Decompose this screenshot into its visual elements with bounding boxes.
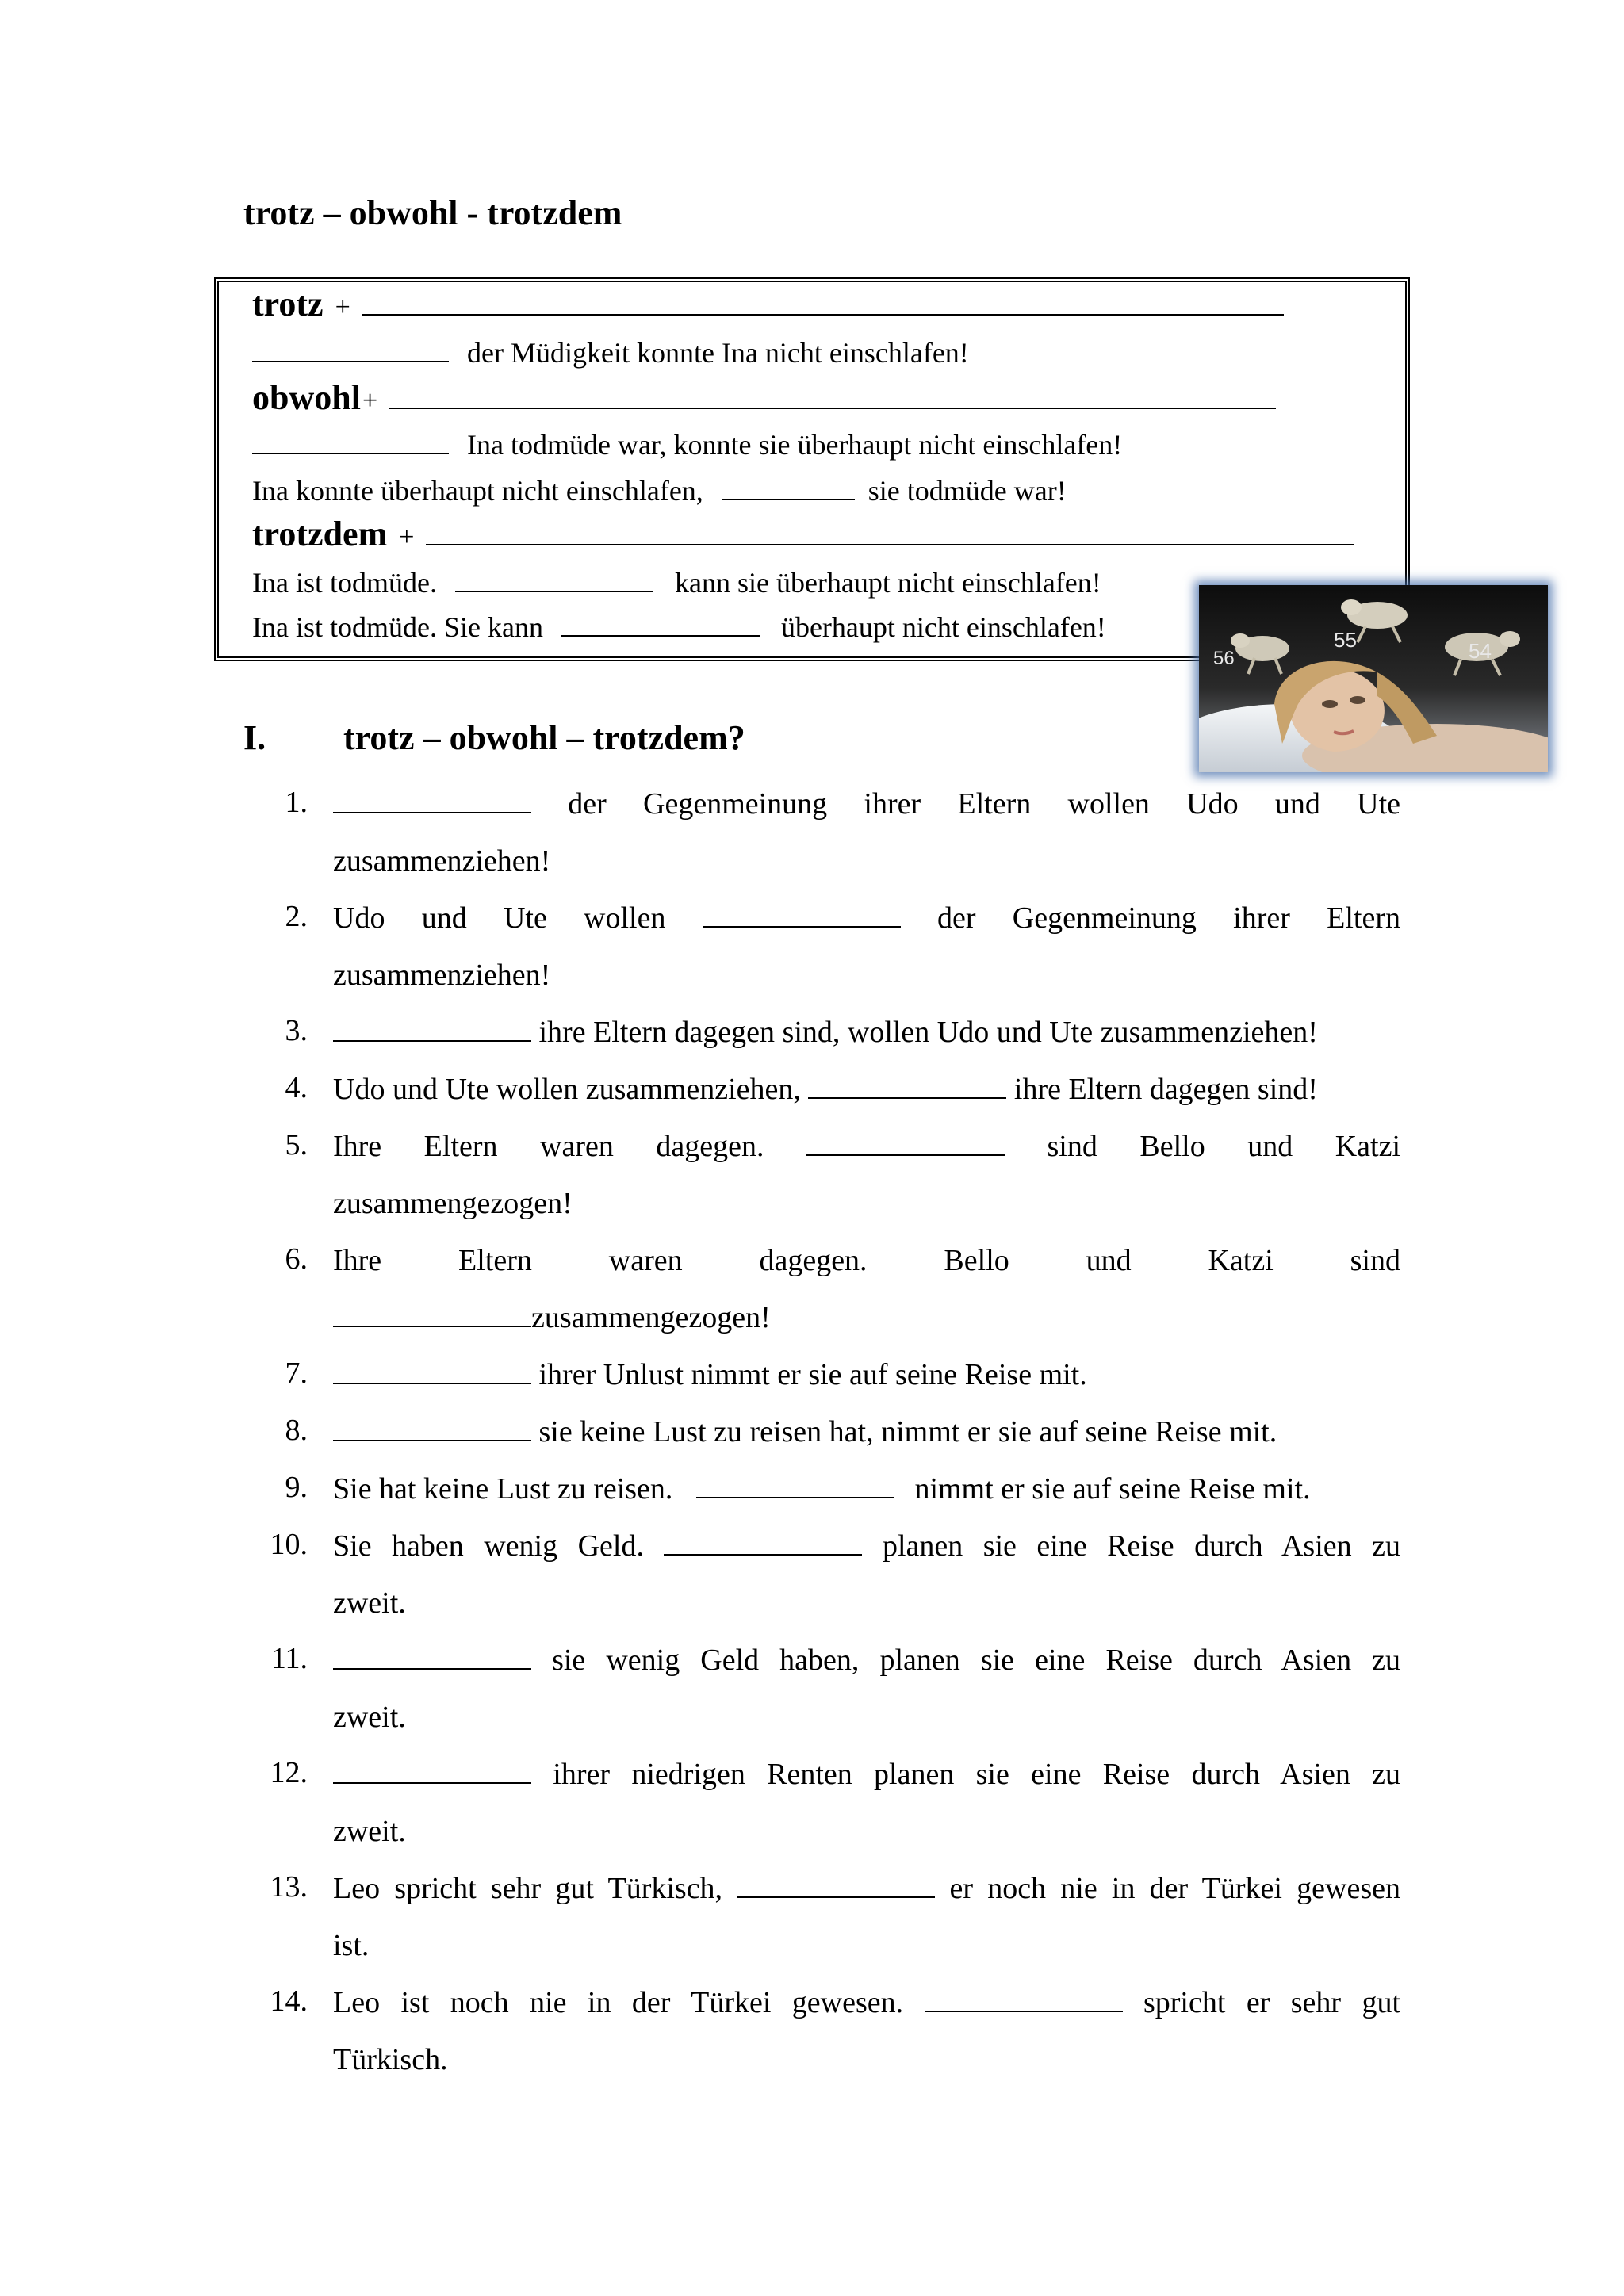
exercise-item [333, 1517, 1400, 1632]
obwohl-rule-line [252, 377, 1276, 418]
exercise-text: sie wenig Geld haben, planen sie eine Reise durch Asien zu [552, 1644, 1400, 1677]
exercise-text-continued: zweit. [333, 1586, 406, 1620]
rule-blank[interactable] [389, 384, 1276, 409]
section-title: trotz – obwohl – trotzdem? [343, 718, 745, 757]
exercise-number: 6. [285, 1242, 308, 1276]
obwohl-example-2-start: Ina konnte überhaupt nicht einschlafen, [252, 475, 703, 507]
answer-blank[interactable] [696, 1473, 894, 1498]
exercise-text: der Gegenmeinung ihrer Eltern wollen Udo und Ute [568, 787, 1400, 821]
exercise-item [333, 1860, 1400, 1974]
exercise-number: 7. [285, 1357, 308, 1390]
answer-blank[interactable] [806, 1131, 1005, 1156]
answer-blank[interactable] [737, 1873, 935, 1898]
obwohl-keyword: obwohl [252, 378, 361, 417]
exercise-text: ihrer Unlust nimmt er sie auf seine Reise mit. [538, 1358, 1087, 1391]
exercise-text-continued: zusammenziehen! [333, 844, 551, 878]
exercise-text: der Gegenmeinung ihrer Eltern [936, 901, 1400, 935]
exercise-item [333, 890, 1400, 1004]
exercise-item [333, 1460, 1400, 1517]
example-blank[interactable] [561, 611, 760, 637]
obwohl-example-2-end: sie todmüde war! [868, 475, 1067, 507]
trotz-example: der Müdigkeit konnte Ina nicht einschlafen! [467, 337, 969, 369]
exercise-number: 8. [285, 1414, 308, 1447]
plus-sign: + [362, 386, 378, 415]
exercise-number: 1. [285, 786, 308, 819]
exercise-item [333, 1746, 1400, 1860]
exercise-text-continued: zusammenziehen! [333, 959, 551, 992]
exercise-text: Ihre Eltern waren dagegen. Bello und Katzi sind [333, 1244, 1400, 1277]
plus-sign: + [399, 522, 415, 552]
sheep-number: 55 [1334, 628, 1357, 652]
sheep-number: 56 [1213, 648, 1235, 669]
example-blank[interactable] [252, 429, 449, 454]
exercise-text-continued: Türkisch. [333, 2043, 448, 2076]
exercise-text: ihre Eltern dagegen sind, wollen Udo und Ute zusammenziehen! [538, 1016, 1318, 1049]
exercise-text-continued: ist. [333, 1929, 370, 1962]
page-title: trotz – obwohl - trotzdem [243, 193, 622, 232]
exercise-number: 12. [270, 1756, 308, 1789]
sleepless-woman-photo [1199, 585, 1548, 772]
exercise-item [333, 1004, 1400, 1061]
answer-blank[interactable] [333, 1302, 531, 1327]
exercise-item [333, 1403, 1400, 1460]
trotzdem-example-2-start: Ina ist todmüde. Sie kann [252, 611, 543, 643]
answer-blank[interactable] [333, 1359, 531, 1384]
section-numeral: I. [243, 718, 266, 757]
exercise-item [333, 1632, 1400, 1746]
exercise-text: Udo und Ute wollen zusammenziehen, [333, 1073, 801, 1106]
obwohl-example-line-2 [252, 474, 1067, 507]
exercise-item [333, 775, 1400, 890]
exercise-number: 9. [285, 1471, 308, 1504]
exercise-item [333, 1118, 1400, 1232]
exercise-item [333, 1974, 1400, 2088]
exercise-text: er noch nie in der Türkei gewesen [949, 1872, 1400, 1905]
exercise-text: Leo spricht sehr gut Türkisch, [333, 1872, 723, 1905]
exercise-text-continued: zweit. [333, 1701, 406, 1734]
exercise-text: Sie haben wenig Geld. [333, 1529, 644, 1563]
exercise-item [333, 1061, 1400, 1118]
trotzdem-rule-line [252, 514, 1354, 554]
obwohl-example-1: Ina todmüde war, konnte sie überhaupt nicht einschlafen! [467, 429, 1123, 461]
exercise-number: 13. [270, 1870, 308, 1904]
exercise-text: Ihre Eltern waren dagegen. [333, 1130, 764, 1163]
exercise-text-continued: zweit. [333, 1815, 406, 1848]
answer-blank[interactable] [333, 1644, 531, 1670]
exercise-number: 14. [270, 1984, 308, 2018]
example-blank[interactable] [252, 337, 449, 362]
exercise-number: 3. [285, 1014, 308, 1047]
answer-blank[interactable] [333, 1016, 531, 1042]
example-blank[interactable] [455, 567, 653, 592]
photo-illustration [1199, 585, 1548, 772]
answer-blank[interactable] [808, 1073, 1006, 1099]
trotzdem-example-1-start: Ina ist todmüde. [252, 567, 437, 599]
exercise-number: 5. [285, 1128, 308, 1161]
answer-blank[interactable] [664, 1530, 862, 1556]
exercise-text-continued: zusammengezogen! [531, 1301, 771, 1334]
rule-blank[interactable] [426, 520, 1354, 545]
exercise-text: spricht er sehr gut [1143, 1986, 1401, 2019]
answer-blank[interactable] [925, 1987, 1123, 2012]
exercise-number: 4. [285, 1071, 308, 1104]
trotzdem-keyword: trotzdem [252, 515, 388, 553]
trotz-example-line [252, 336, 969, 369]
exercise-text: planen sie eine Reise durch Asien zu [882, 1529, 1400, 1563]
exercise-text: sind Bello und Katzi [1047, 1130, 1401, 1163]
exercise-item [333, 1346, 1400, 1403]
exercise-number: 10. [270, 1528, 308, 1561]
answer-blank[interactable] [333, 788, 531, 813]
trotzdem-example-2-end: überhaupt nicht einschlafen! [780, 611, 1106, 643]
exercise-text: ihrer niedrigen Renten planen sie eine Reise durch Asien zu [553, 1758, 1400, 1791]
exercise-text: Sie hat keine Lust zu reisen. [333, 1472, 673, 1506]
sheep-number: 54 [1469, 639, 1492, 663]
trotzdem-example-line-2 [252, 610, 1106, 644]
exercise-item [333, 1232, 1400, 1346]
trotz-keyword: trotz [252, 285, 324, 323]
answer-blank[interactable] [333, 1416, 531, 1441]
obwohl-example-line-1 [252, 428, 1122, 461]
trotzdem-example-1-end: kann sie überhaupt nicht einschlafen! [674, 567, 1101, 599]
exercise-text: nimmt er sie auf seine Reise mit. [914, 1472, 1311, 1506]
example-blank[interactable] [722, 475, 855, 500]
exercise-number: 2. [285, 900, 308, 933]
rule-blank[interactable] [362, 290, 1284, 316]
exercise-text: Leo ist noch nie in der Türkei gewesen. [333, 1986, 904, 2019]
exercise-text: Udo und Ute wollen [333, 901, 666, 935]
trotz-rule-line [252, 284, 1284, 324]
exercise-text-continued: zusammengezogen! [333, 1187, 573, 1220]
exercise-text: ihre Eltern dagegen sind! [1013, 1073, 1318, 1106]
trotzdem-example-line-1 [252, 566, 1101, 599]
answer-blank[interactable] [333, 1758, 531, 1784]
exercise-number: 11. [270, 1642, 308, 1675]
exercise-text: sie keine Lust zu reisen hat, nimmt er sie auf seine Reise mit. [538, 1415, 1277, 1448]
answer-blank[interactable] [703, 902, 901, 928]
plus-sign: + [335, 293, 350, 322]
